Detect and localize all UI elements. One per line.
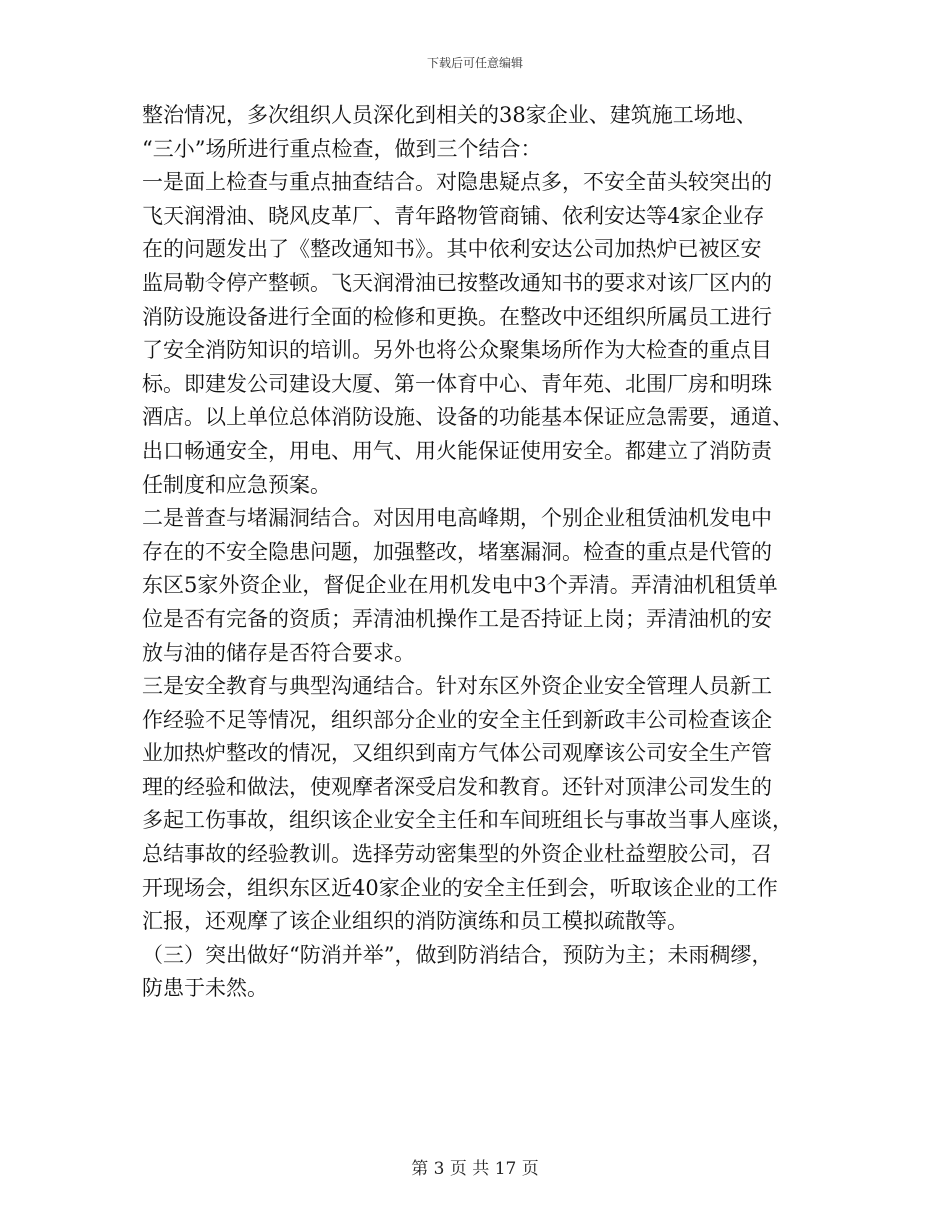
body-line: 汇报，还观摩了该企业组织的消防演练和员工模拟疏散等。 xyxy=(142,909,688,934)
body-line: 在的问题发出了《整改通知书》。其中依利安达公司加热炉已被区安 xyxy=(142,237,762,262)
body-line: “三小”场所进行重点检查，做到三个结合： xyxy=(142,136,542,161)
body-line: 业加热炉整改的情况，又组织到南方气体公司观摩该公司安全生产管 xyxy=(142,741,772,766)
body-line: 一是面上检查与重点抽查结合。对隐患疑点多，不安全苗头较突出的 xyxy=(142,170,772,195)
body-line: 了安全消防知识的培训。另外也将公众聚集场所作为大检查的重点目 xyxy=(142,338,772,363)
body-line: 开现场会，组织东区近40家企业的安全主任到会，听取该企业的工作 xyxy=(142,875,778,900)
page-number-footer: 第 3 页 共 17 页 xyxy=(411,1159,539,1179)
body-line: （三）突出做好“防消并举”，做到防消结合，预防为主；未雨稠缪， xyxy=(142,942,773,967)
body-line: 放与油的储存是否符合要求。 xyxy=(142,640,415,665)
body-line: 整治情况，多次组织人员深化到相关的38家企业、建筑施工场地、 xyxy=(142,103,757,127)
body-line: 监局勒令停产整顿。飞天润滑油已按整改通知书的要求对该厂区内的 xyxy=(142,270,772,295)
body-line: 防患于未然。 xyxy=(142,976,268,1001)
body-line: 标。即建发公司建设大厦、第一体育中心、青年苑、北围厂房和明珠 xyxy=(142,371,772,396)
body-line: 总结事故的经验教训。选择劳动密集型的外资企业杜益塑胶公司，召 xyxy=(142,842,772,867)
body-line: 酒店。以上单位总体消防设施、设备的功能基本保证应急需要，通道、 xyxy=(142,405,793,430)
body-line: 位是否有完备的资质；弄清油机操作工是否持证上岗；弄清油机的安 xyxy=(142,606,772,631)
body-line: 二是普查与堵漏洞结合。对因用电高峰期，个别企业租赁油机发电中 xyxy=(142,506,772,531)
body-line: 作经验不足等情况，组织部分企业的安全主任到新政丰公司检查该企 xyxy=(142,707,772,732)
body-line: 出口畅通安全，用电、用气、用火能保证使用安全。都建立了消防责 xyxy=(142,438,772,463)
body-line: 东区5家外资企业，督促企业在用机发电中3个弄清。弄清油机租赁单 xyxy=(142,573,778,598)
body-line: 多起工伤事故，组织该企业安全主任和车间班组长与事故当事人座谈， xyxy=(142,808,793,833)
body-line: 消防设施设备进行全面的检修和更换。在整改中还组织所属员工进行 xyxy=(142,304,772,329)
body-line: 任制度和应急预案。 xyxy=(142,472,331,497)
body-line: 三是安全教育与典型沟通结合。针对东区外资企业安全管理人员新工 xyxy=(142,674,772,699)
document-body xyxy=(142,99,814,1006)
page-header: 下载后可任意编辑 xyxy=(426,56,523,70)
body-line: 存在的不安全隐患问题，加强整改，堵塞漏洞。检查的重点是代管的 xyxy=(142,539,772,564)
body-line: 飞天润滑油、晓风皮革厂、青年路物管商铺、依利安达等4家企业存 xyxy=(142,203,765,228)
body-line: 理的经验和做法，使观摩者深受启发和教育。还针对顶津公司发生的 xyxy=(142,774,772,799)
